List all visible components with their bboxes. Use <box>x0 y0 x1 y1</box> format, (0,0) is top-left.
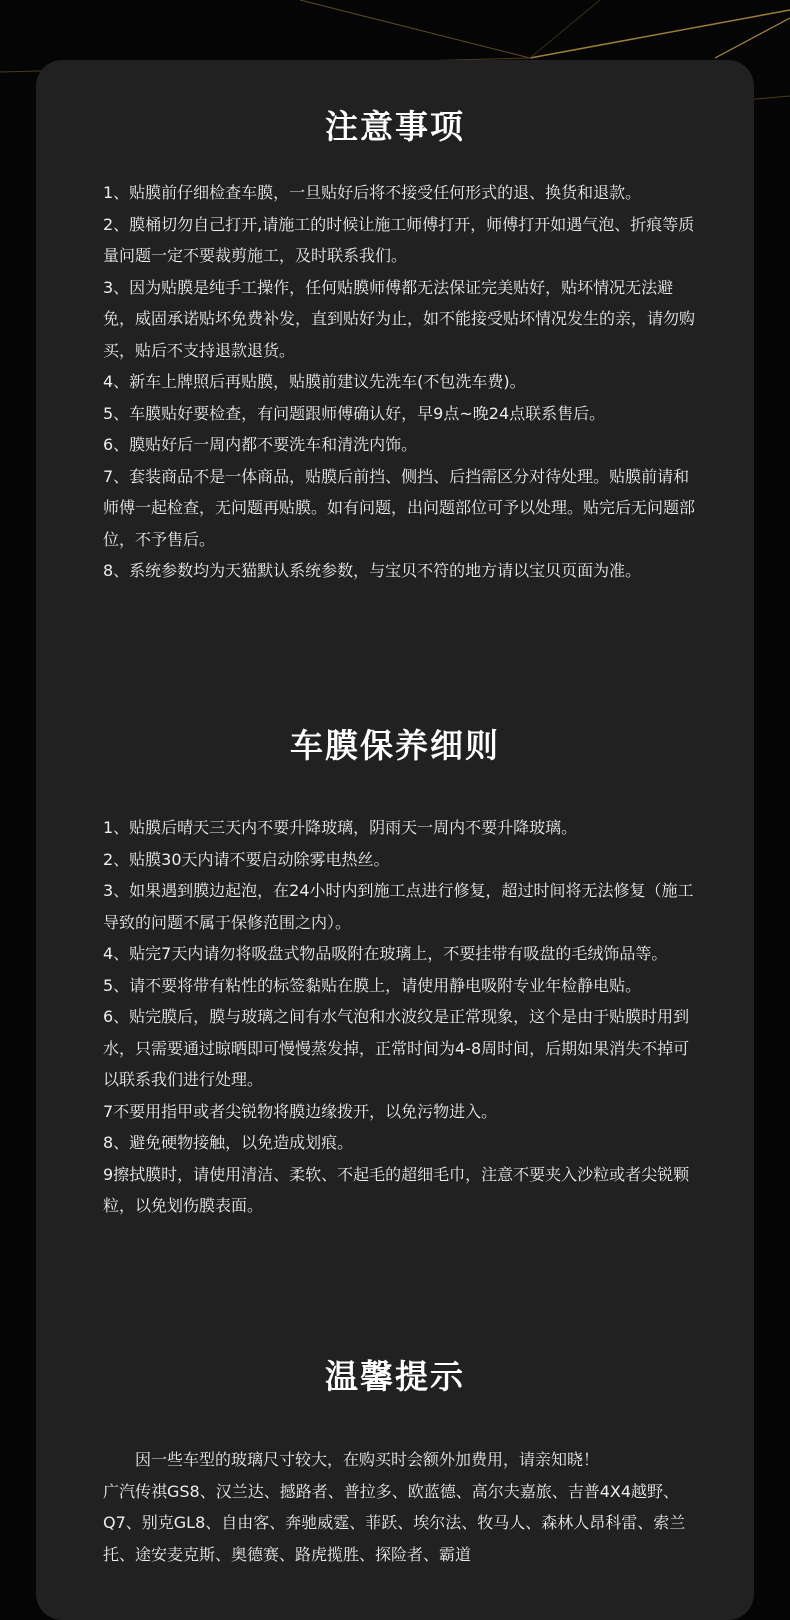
list-item: 9擦拭膜时，请使用清洁、柔软、不起毛的超细毛巾，注意不要夹入沙粒或者尖锐颗粒，以免划伤膜表面。 <box>103 1164 690 1215</box>
maintenance-list <box>103 812 697 1222</box>
list-item: 8、避免硬物接触，以免造成划痕。 <box>103 1133 354 1152</box>
notice-list <box>103 177 697 587</box>
list-item: 4、贴完7天内请勿将吸盘式物品吸附在玻璃上，不要挂带有吸盘的毛绒饰品等。 <box>103 944 668 963</box>
list-item: 1、贴膜前仔细检查车膜，一旦贴好后将不接受任何形式的退、换货和退款。 <box>103 183 642 202</box>
tips-content <box>103 1444 697 1570</box>
maintenance-title: 车膜保养细则 <box>290 726 500 765</box>
tips-intro: 因一些车型的玻璃尺寸较大，在购买时会额外加费用，请亲知晓！ <box>135 1450 600 1469</box>
tips-title: 温馨提示 <box>325 1357 465 1396</box>
notice-title: 注意事项 <box>325 107 465 146</box>
list-item: 5、车膜贴好要检查，有问题跟师傅确认好，早9点~晚24点联系售后。 <box>103 403 606 423</box>
list-item: 2、膜桶切勿自己打开,请施工的时候让施工师傅打开，师傅打开如遇气泡、折痕等质量问题一定不要裁剪施工，及时联系我们。 <box>103 214 695 265</box>
list-item: 3、因为贴膜是纯手工操作，任何贴膜师傅都无法保证完美贴好，贴坏情况无法避免，威固承诺贴坏免费补发，直到贴好为止，如不能接受贴坏情况发生的亲，请勿购买，贴后不支持退款退货。 <box>103 277 696 360</box>
list-item: 1、贴膜后晴天三天内不要升降玻璃，阴雨天一周内不要升降玻璃。 <box>103 818 578 837</box>
tips-model-list: 广汽传祺GS8、汉兰达、撼路者、普拉多、欧蓝德、高尔夫嘉旅、吉普4X4越野、Q7、别克GL8、自由客、奔驰威霆、菲跃、埃尔法、牧马人、森林人昂科雷、索兰托、途安麦克斯、奥德赛、路虎揽胜、探险者、霸道 <box>103 1481 686 1564</box>
list-item: 6、贴完膜后，膜与玻璃之间有水气泡和水波纹是正常现象，这个是由于贴膜时用到水，只需要通过晾晒即可慢慢蒸发掉，正常时间为4-8周时间，后期如果消失不掉可以联系我们进行处理。 <box>103 1007 690 1089</box>
list-item: 5、请不要将带有粘性的标签黏贴在膜上，请使用静电吸附专业年检静电贴。 <box>103 975 642 995</box>
list-item: 7不要用指甲或者尖锐物将膜边缘拨开，以免污物进入。 <box>103 1101 498 1121</box>
list-item: 6、膜贴好后一周内都不要洗车和清洗内饰。 <box>103 435 418 454</box>
list-item: 4、新车上牌照后再贴膜，贴膜前建议先洗车(不包洗车费)。 <box>103 372 526 391</box>
list-item: 7、套装商品不是一体商品，贴膜后前挡、侧挡、后挡需区分对待处理。贴膜前请和师傅一起检查，无问题再贴膜。如有问题，出问题部位可予以处理。贴完后无问题部位，不予售后。 <box>103 466 696 549</box>
list-item: 2、贴膜30天内请不要启动除雾电热丝。 <box>103 849 390 869</box>
list-item: 3、如果遇到膜边起泡，在24小时内到施工点进行修复，超过时间将无法修复（施工导致的问题不属于保修范围之内）。 <box>103 881 694 932</box>
list-item: 8、系统参数均为天猫默认系统参数，与宝贝不符的地方请以宝贝页面为准。 <box>103 561 642 580</box>
